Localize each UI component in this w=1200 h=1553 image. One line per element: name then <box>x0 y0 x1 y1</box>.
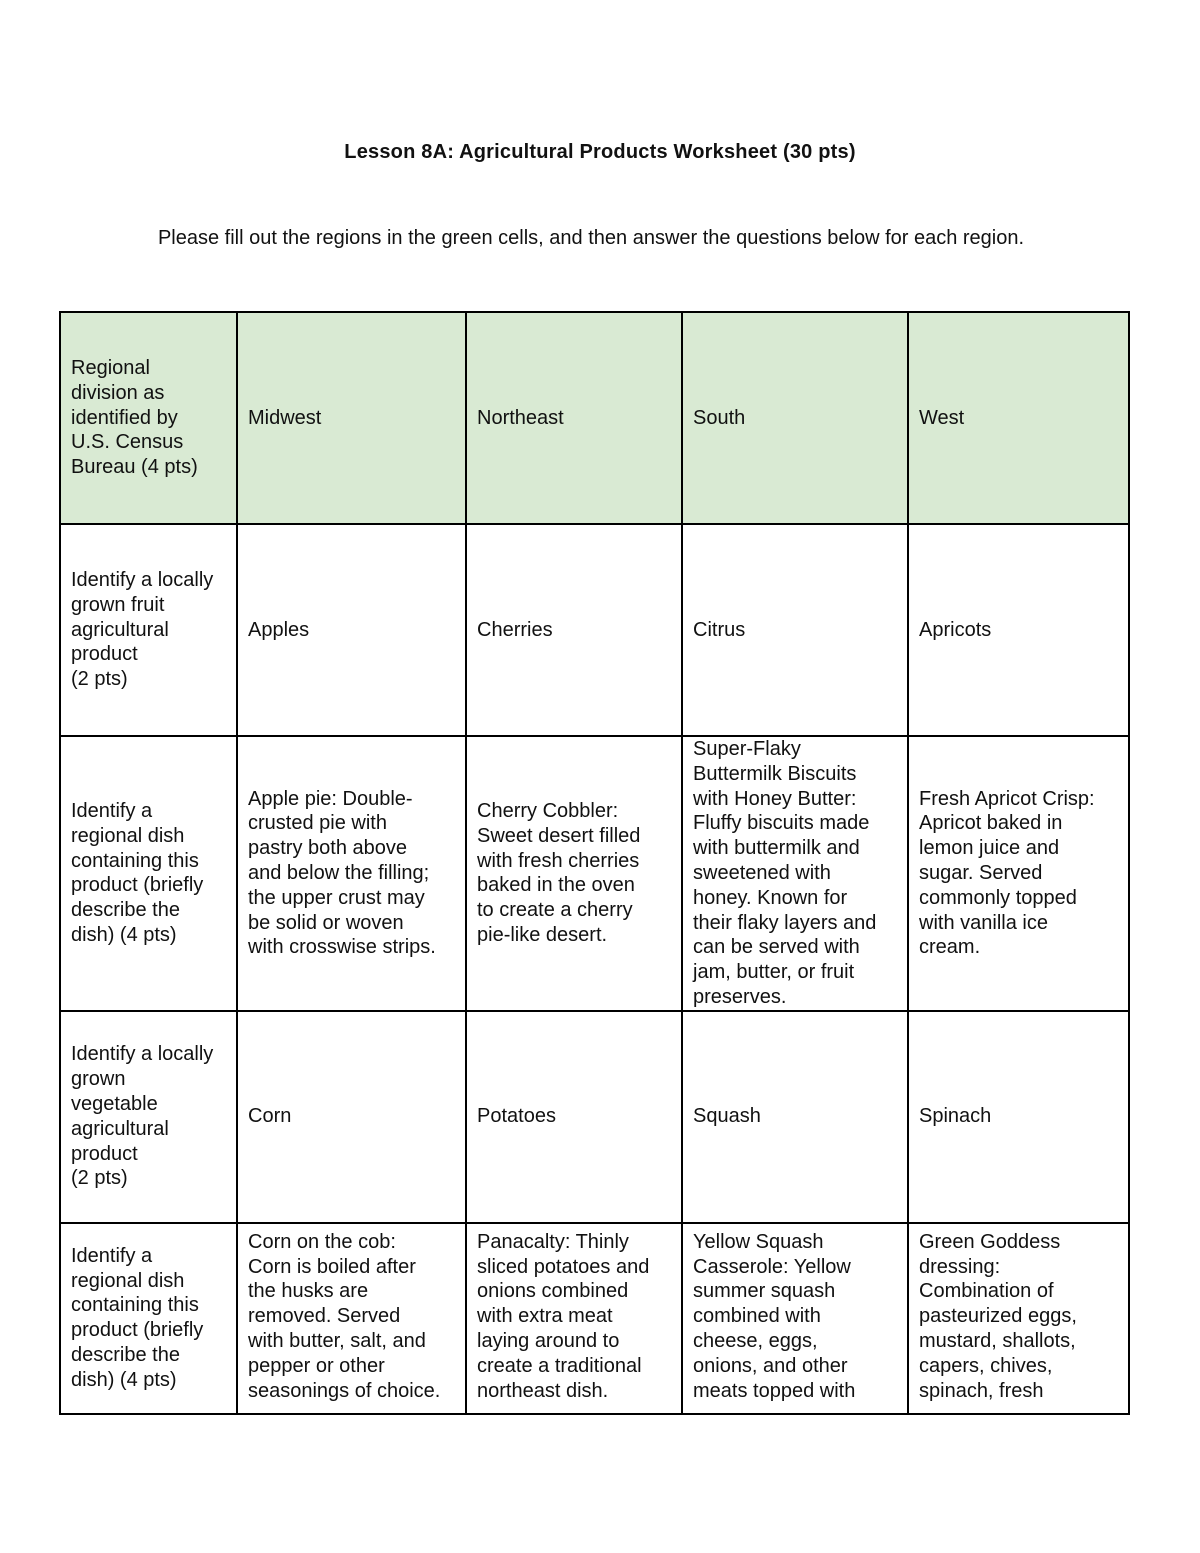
instructions: Please fill out the regions in the green cells, and then answer the questions below for each region. <box>157 227 1025 249</box>
header-label-cell: Regional division as identified by U.S. Census Bureau (4 pts) <box>60 312 237 524</box>
vegetable-dish-west-cell[interactable]: Green Goddess dressing: Combination of pasteurized eggs, mustard, shallots, capers, chives, spinach, fresh <box>908 1223 1129 1414</box>
region-northeast-cell[interactable]: Northeast <box>466 312 682 524</box>
fruit-dish-west-cell[interactable]: Fresh Apricot Crisp: Apricot baked in lemon juice and sugar. Served commonly topped with vanilla ice cream. <box>908 736 1129 1011</box>
region-west-cell[interactable]: West <box>908 312 1129 524</box>
region-midwest-cell[interactable]: Midwest <box>237 312 466 524</box>
fruit-dish-northeast-cell[interactable]: Cherry Cobbler: Sweet desert filled with fresh cherries baked in the oven to create a cherry pie-like desert. <box>466 736 682 1011</box>
vegetable-west-cell[interactable]: Spinach <box>908 1011 1129 1223</box>
fruit-question-cell: Identify a locally grown fruit agricultural product (2 pts) <box>60 524 237 736</box>
fruit-dish-row <box>60 736 1129 1011</box>
vegetable-dish-south-cell[interactable]: Yellow Squash Casserole: Yellow summer squash combined with cheese, eggs, onions, and other meats topped with <box>682 1223 908 1414</box>
fruit-dish-midwest-cell[interactable]: Apple pie: Double- crusted pie with pastry both above and below the filling; the upper crust may be solid or woven with crosswise strips. <box>237 736 466 1011</box>
page-title: Lesson 8A: Agricultural Products Worksheet (30 pts) <box>344 141 856 163</box>
vegetable-question-cell: Identify a locally grown vegetable agricultural product (2 pts) <box>60 1011 237 1223</box>
vegetable-south-cell[interactable]: Squash <box>682 1011 908 1223</box>
fruit-northeast-cell[interactable]: Cherries <box>466 524 682 736</box>
vegetable-dish-question-cell: Identify a regional dish containing this product (briefly describe the dish) (4 pts) <box>60 1223 237 1414</box>
fruit-dish-question-cell: Identify a regional dish containing this product (briefly describe the dish) (4 pts) <box>60 736 237 1011</box>
worksheet-table <box>59 311 1130 1415</box>
vegetable-dish-northeast-cell[interactable]: Panacalty: Thinly sliced potatoes and onions combined with extra meat laying around to create a traditional northeast dish. <box>466 1223 682 1414</box>
vegetable-dish-midwest-cell[interactable]: Corn on the cob: Corn is boiled after the husks are removed. Served with butter, salt, and pepper or other seasonings of choice. <box>237 1223 466 1414</box>
vegetable-midwest-cell[interactable]: Corn <box>237 1011 466 1223</box>
fruit-south-cell[interactable]: Citrus <box>682 524 908 736</box>
vegetable-northeast-cell[interactable]: Potatoes <box>466 1011 682 1223</box>
header-row <box>60 312 1129 524</box>
fruit-west-cell[interactable]: Apricots <box>908 524 1129 736</box>
fruit-dish-south-cell[interactable]: Super-Flaky Buttermilk Biscuits with Honey Butter: Fluffy biscuits made with buttermilk and sweetened with honey. Known for their flaky layers and can be served with jam, butter, or fruit preserves. <box>682 736 908 1011</box>
vegetable-dish-row <box>60 1223 1129 1414</box>
fruit-row <box>60 524 1129 736</box>
vegetable-row <box>60 1011 1129 1223</box>
fruit-midwest-cell[interactable]: Apples <box>237 524 466 736</box>
region-south-cell[interactable]: South <box>682 312 908 524</box>
